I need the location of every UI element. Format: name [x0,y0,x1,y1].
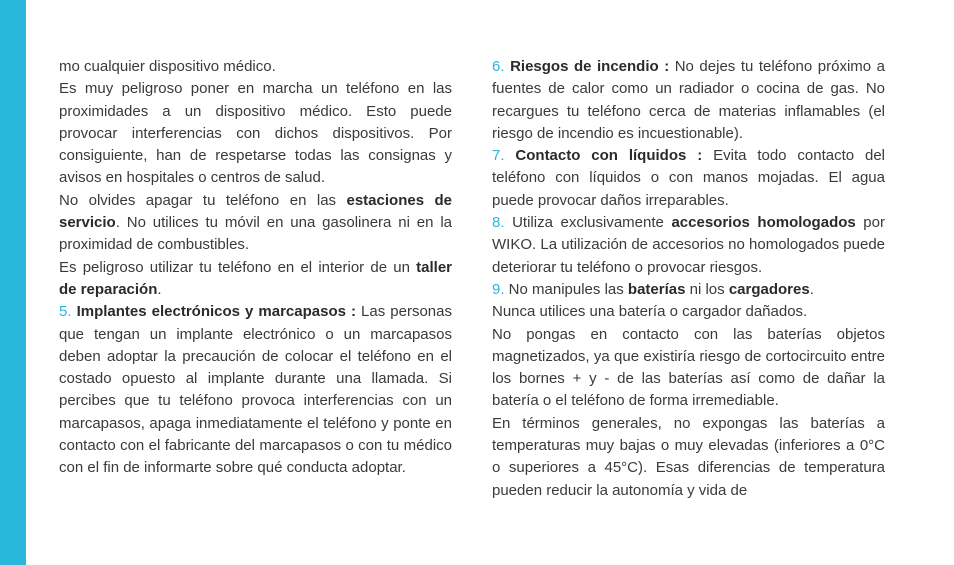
section-6-fire-risks [492,56,885,145]
paragraph-medical-devices: Es muy peligroso poner en marcha un teléfono en las proximidades a un dispositivo médico. Esto puede provocar interferencias con dichos dispositivos. Por consiguiente, han de respetarse todas las consignas y avisos en hospitales o centros de salud. [59,80,452,187]
section-title: Riesgos de incendio : [510,58,670,75]
bold-term-service-stations: estaciones de servicio [59,191,452,232]
section-text: No dejes tu teléfono próximo a fuentes de calor como un radiador o cocina de gas. No recargues tu teléfono cerca de materias inflamables (el riesgo de incendio es incuestionable). [492,58,886,142]
text-segment: No manipules las [504,280,628,298]
paragraph-service-stations [59,190,452,257]
section-number: 6. [492,58,505,75]
text-segment: por WIKO. La utilización de accesorios no homologados puede deteriorar tu teléfono o provocar riesgos. [492,214,885,276]
section-title: Contacto con líquidos : [515,147,703,165]
text-segment: Utiliza exclusivamente [504,214,672,232]
bold-term-chargers: cargadores [728,280,810,298]
bold-term-batteries: baterías [627,280,686,298]
bold-term-repair-shop: taller de reparación [59,258,452,298]
section-text: Evita todo contacto del teléfono con líquidos o con manos mojadas. El agua puede provocar daños irreparables. [492,147,886,209]
text-segment: ni los [685,280,729,298]
text-segment: . [157,280,162,298]
section-5-implants [59,301,452,479]
paragraph-temperatures: En términos generales, no expongas las baterías a temperaturas muy bajas o muy elevadas (inferiores a 0°C o superiores a 45°C). Esas diferencias de temperatura pueden reducir la autonomía y vida de [492,414,885,499]
section-number: 8. [492,214,505,232]
accent-side-bar [0,0,26,565]
paragraph-medical-end: mo cualquier dispositivo médico. [59,58,276,75]
text-segment: Es peligroso utilizar tu teléfono en el interior de un [59,258,417,276]
section-8-accessories [492,212,885,279]
text-segment: . No utilices tu móvil en una gasolinera ni en la proximidad de combustibles. [59,214,452,254]
paragraph-magnetized-objects: No pongas en contacto con las baterías objetos magnetizados, ya que existiría riesgo de cortocircuito entre los bornes + y - de las baterías así como de dañar la batería o el teléfono de forma irremediable. [492,325,885,410]
section-9-batteries [492,279,885,301]
section-text: Las personas que tengan un implante electrónico o un marcapasos deben adoptar la precaución de colocar el teléfono en el costado opuesto al implante durante una llamada. Si percibes que tu teléfono provoca interferencias con un marcapasos, apaga inmediatamente el teléfono y ponte en contacto con el fabricante del marcapasos o con tu médico con el fin de informarte sobre qué conducta adoptar. [59,303,452,477]
right-column [492,56,885,502]
section-number: 5. [59,303,72,321]
paragraph-repair-shop [59,257,452,302]
bold-term-accessories: accesorios homologados [671,214,856,232]
text-segment: No olvides apagar tu teléfono en las [59,191,347,209]
text-segment: . [809,280,814,298]
section-7-liquids [492,145,885,212]
section-title: Implantes electrónicos y marcapasos : [76,303,357,321]
section-number: 7. [492,147,505,165]
left-column [59,56,452,480]
paragraph-damaged-battery: Nunca utilices una batería o cargador dañados. [492,303,808,321]
section-number: 9. [492,280,505,298]
